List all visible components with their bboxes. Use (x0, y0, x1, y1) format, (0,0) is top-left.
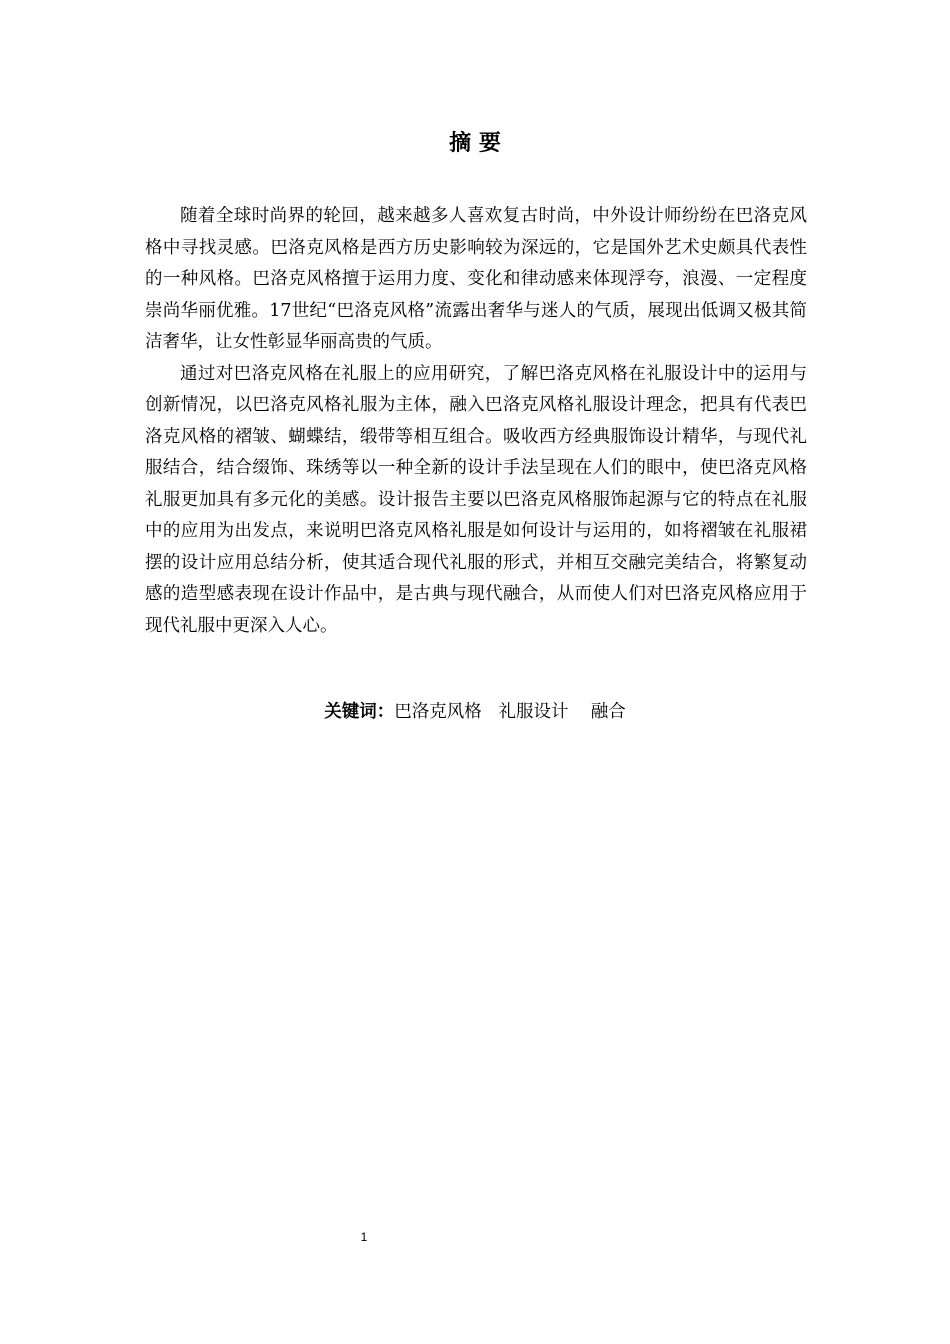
abstract-paragraph-2: 通过对巴洛克风格在礼服上的应用研究，了解巴洛克风格在礼服设计中的运用与创新情况，以巴洛克风格礼服为主体，融入巴洛克风格礼服设计理念，把具有代表巴洛克风格的褶皱、蝴蝶结，缎带等相互组合。吸收西方经典服饰设计精华，与现代礼服结合，结合缀饰、珠绣等以一种全新的设计手法呈现在人们的眼中，使巴洛克风格礼服更加具有多元化的美感。设计报告主要以巴洛克风格服饰起源与它的特点在礼服中的应用为出发点，来说明巴洛克风格礼服是如何设计与运用的，如将褶皱在礼服裙摆的设计应用总结分析，使其适合现代礼服的形式，并相互交融完美结合，将繁复动感的造型感表现在设计作品中，是古典与现代融合，从而使人们对巴洛克风格应用于现代礼服中更深入人心。 (145, 363, 807, 636)
keywords-label: 关键词： (324, 702, 395, 722)
abstract-body (145, 201, 807, 642)
abstract-title: 摘 要 (449, 131, 501, 156)
page-number: 1 (360, 1230, 368, 1244)
abstract-paragraph-1: 随着全球时尚界的轮回，越来越多人喜欢复古时尚，中外设计师纷纷在巴洛克风格中寻找灵感。巴洛克风格是西方历史影响较为深远的，它是国外艺术史颇具代表性的一种风格。巴洛克风格擅于运用力度、变化和律动感来体现浮夸，浪漫、一定程度崇尚华丽优雅。17世纪“巴洛克风格”流露出奢华与迷人的气质，展现出低调又极其简洁奢华，让女性彰显华丽高贵的气质。 (145, 206, 807, 352)
keywords-line (0, 698, 950, 726)
keywords-items: 巴洛克风格 礼服设计 融合 (394, 702, 626, 722)
